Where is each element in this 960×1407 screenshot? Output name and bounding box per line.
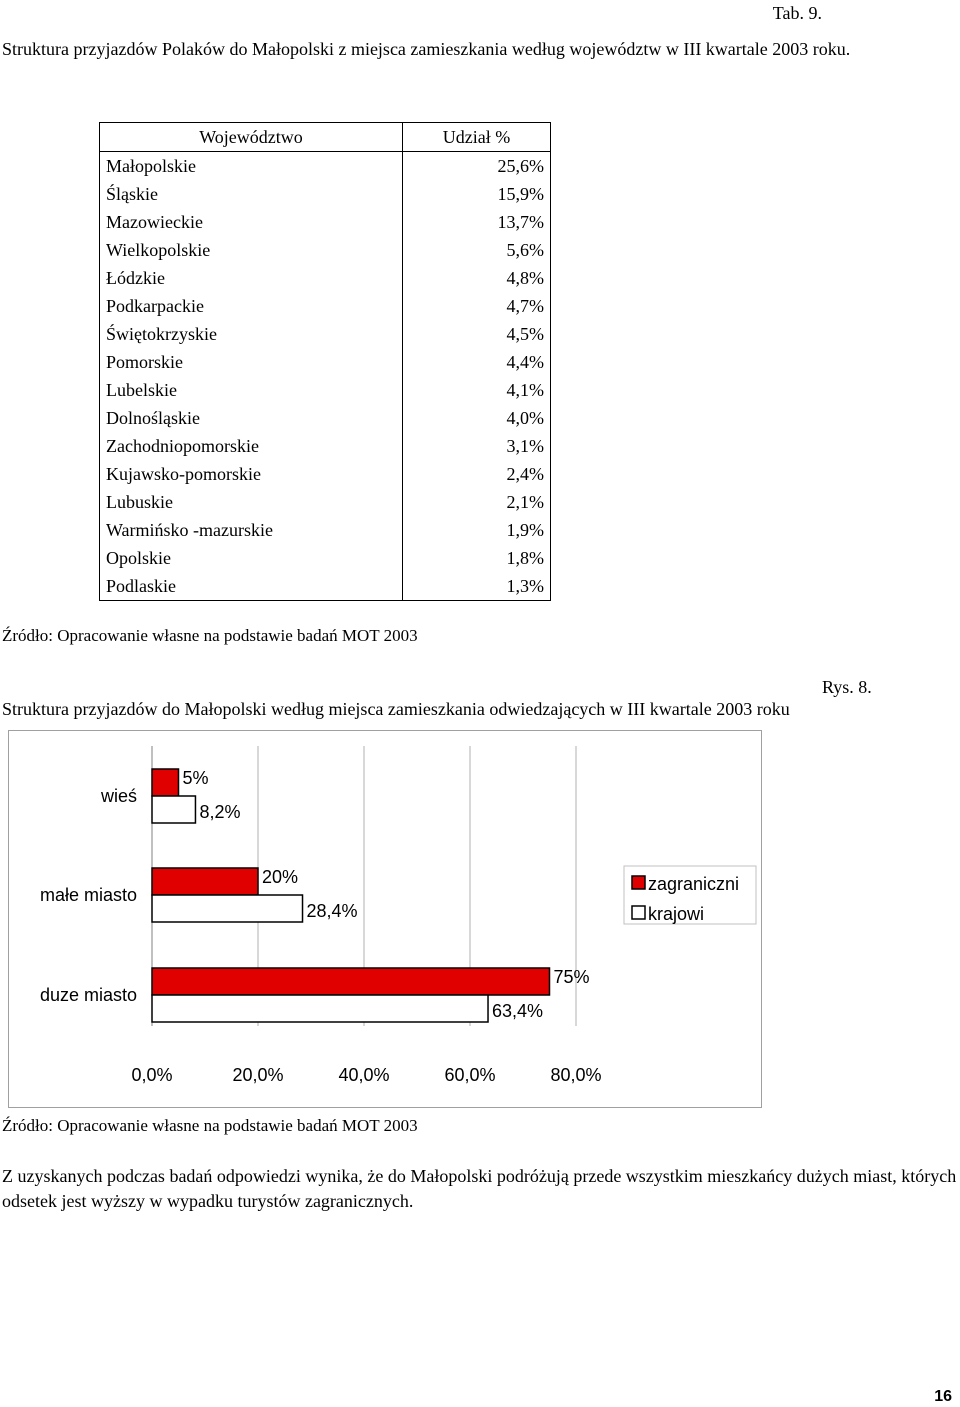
share-value: 4,0% bbox=[506, 407, 544, 428]
table-row bbox=[100, 264, 551, 292]
category-label: wieś bbox=[100, 786, 137, 806]
voivodeship-name: Warmińsko -mazurskie bbox=[100, 516, 403, 544]
share-value: 4,5% bbox=[506, 323, 544, 344]
table-row bbox=[100, 236, 551, 264]
share-value: 5,6% bbox=[506, 239, 544, 260]
table-row bbox=[100, 208, 551, 236]
legend-swatch-krajowi bbox=[632, 906, 645, 919]
share-value: 1,9% bbox=[506, 519, 544, 540]
share-value: 4,8% bbox=[506, 267, 544, 288]
chart-frame bbox=[8, 730, 762, 1108]
voivodeship-name: Lubelskie bbox=[100, 376, 403, 404]
voivodeship-name: Podlaskie bbox=[100, 572, 403, 601]
table-row bbox=[100, 376, 551, 404]
table-row bbox=[100, 432, 551, 460]
x-tick-label: 0,0% bbox=[131, 1065, 173, 1085]
legend-swatch-zagraniczni bbox=[632, 876, 645, 889]
table-row bbox=[100, 572, 551, 601]
share-value: 4,1% bbox=[506, 379, 544, 400]
share-value: 2,1% bbox=[506, 491, 544, 512]
table-row bbox=[100, 404, 551, 432]
voivodeship-name: Opolskie bbox=[100, 544, 403, 572]
column-header-voivodeship: Województwo bbox=[100, 123, 403, 152]
voivodeship-name: Kujawsko-pomorskie bbox=[100, 460, 403, 488]
table-row bbox=[100, 348, 551, 376]
x-tick-label: 60,0% bbox=[444, 1065, 496, 1085]
data-label: 75% bbox=[553, 967, 590, 987]
bar-krajowi bbox=[152, 796, 195, 823]
share-value: 1,3% bbox=[506, 575, 544, 596]
column-header-share: Udział % bbox=[403, 123, 551, 152]
legend-label: zagraniczni bbox=[648, 874, 740, 894]
bar-chart bbox=[9, 731, 761, 1107]
category-label: duze miasto bbox=[39, 985, 137, 1005]
voivodeship-name: Łódzkie bbox=[100, 264, 403, 292]
bar-zagraniczni bbox=[152, 968, 550, 995]
voivodeship-table bbox=[99, 122, 551, 601]
voivodeship-name: Dolnośląskie bbox=[100, 404, 403, 432]
figure-source-note: Źródło: Opracowanie własne na podstawie badań MOT 2003 bbox=[2, 1116, 418, 1135]
share-value: 4,4% bbox=[506, 351, 544, 372]
x-tick-label: 80,0% bbox=[550, 1065, 602, 1085]
share-value: 4,7% bbox=[506, 295, 544, 316]
figure-number: Rys. 8. bbox=[822, 677, 872, 697]
voivodeship-name: Małopolskie bbox=[100, 152, 403, 181]
voivodeship-name: Lubuskie bbox=[100, 488, 403, 516]
share-value: 15,9% bbox=[497, 183, 544, 204]
share-value: 13,7% bbox=[497, 211, 544, 232]
category-label: małe miasto bbox=[39, 885, 137, 905]
voivodeship-name: Wielkopolskie bbox=[100, 236, 403, 264]
voivodeship-name: Zachodniopomorskie bbox=[100, 432, 403, 460]
figure-title: Struktura przyjazdów do Małopolski według miejsca zamieszkania odwiedzających w III kwartale 2003 roku bbox=[2, 699, 790, 719]
x-tick-label: 20,0% bbox=[232, 1065, 284, 1085]
table-source-note: Źródło: Opracowanie własne na podstawie badań MOT 2003 bbox=[2, 626, 418, 645]
voivodeship-name: Pomorskie bbox=[100, 348, 403, 376]
bar-zagraniczni bbox=[152, 769, 179, 796]
share-value: 1,8% bbox=[506, 547, 544, 568]
table-row bbox=[100, 544, 551, 572]
page-number: 16 bbox=[934, 1388, 952, 1405]
legend-label: krajowi bbox=[648, 904, 705, 924]
bar-zagraniczni bbox=[152, 868, 258, 895]
data-label: 5% bbox=[182, 768, 209, 788]
x-tick-label: 40,0% bbox=[338, 1065, 390, 1085]
table-header-row bbox=[100, 123, 551, 152]
voivodeship-name: Mazowieckie bbox=[100, 208, 403, 236]
share-value: 3,1% bbox=[506, 435, 544, 456]
data-label: 63,4% bbox=[492, 1001, 544, 1021]
voivodeship-name: Śląskie bbox=[100, 180, 403, 208]
table-row bbox=[100, 180, 551, 208]
table-row bbox=[100, 292, 551, 320]
voivodeship-name: Podkarpackie bbox=[100, 292, 403, 320]
share-value: 25,6% bbox=[497, 155, 544, 176]
conclusion-paragraph: Z uzyskanych podczas badań odpowiedzi wynika, że do Małopolski podróżują przede wszystkim mieszkańcy dużych miast, których odsetek jest wyższy w wypadku turystów zagranicznych. bbox=[2, 1166, 957, 1211]
bar-krajowi bbox=[152, 895, 303, 922]
table-title: Struktura przyjazdów Polaków do Małopolski z miejsca zamieszkania według województw w III kwartale 2003 roku. bbox=[2, 39, 851, 59]
voivodeship-name: Świętokrzyskie bbox=[100, 320, 403, 348]
table-row bbox=[100, 320, 551, 348]
table-row bbox=[100, 460, 551, 488]
bar-krajowi bbox=[152, 995, 488, 1022]
table-row bbox=[100, 152, 551, 181]
table-row bbox=[100, 488, 551, 516]
share-value: 2,4% bbox=[506, 463, 544, 484]
table-number: Tab. 9. bbox=[772, 3, 822, 23]
data-label: 20% bbox=[262, 867, 299, 887]
data-label: 8,2% bbox=[199, 802, 241, 822]
data-label: 28,4% bbox=[306, 901, 358, 921]
table-row bbox=[100, 516, 551, 544]
